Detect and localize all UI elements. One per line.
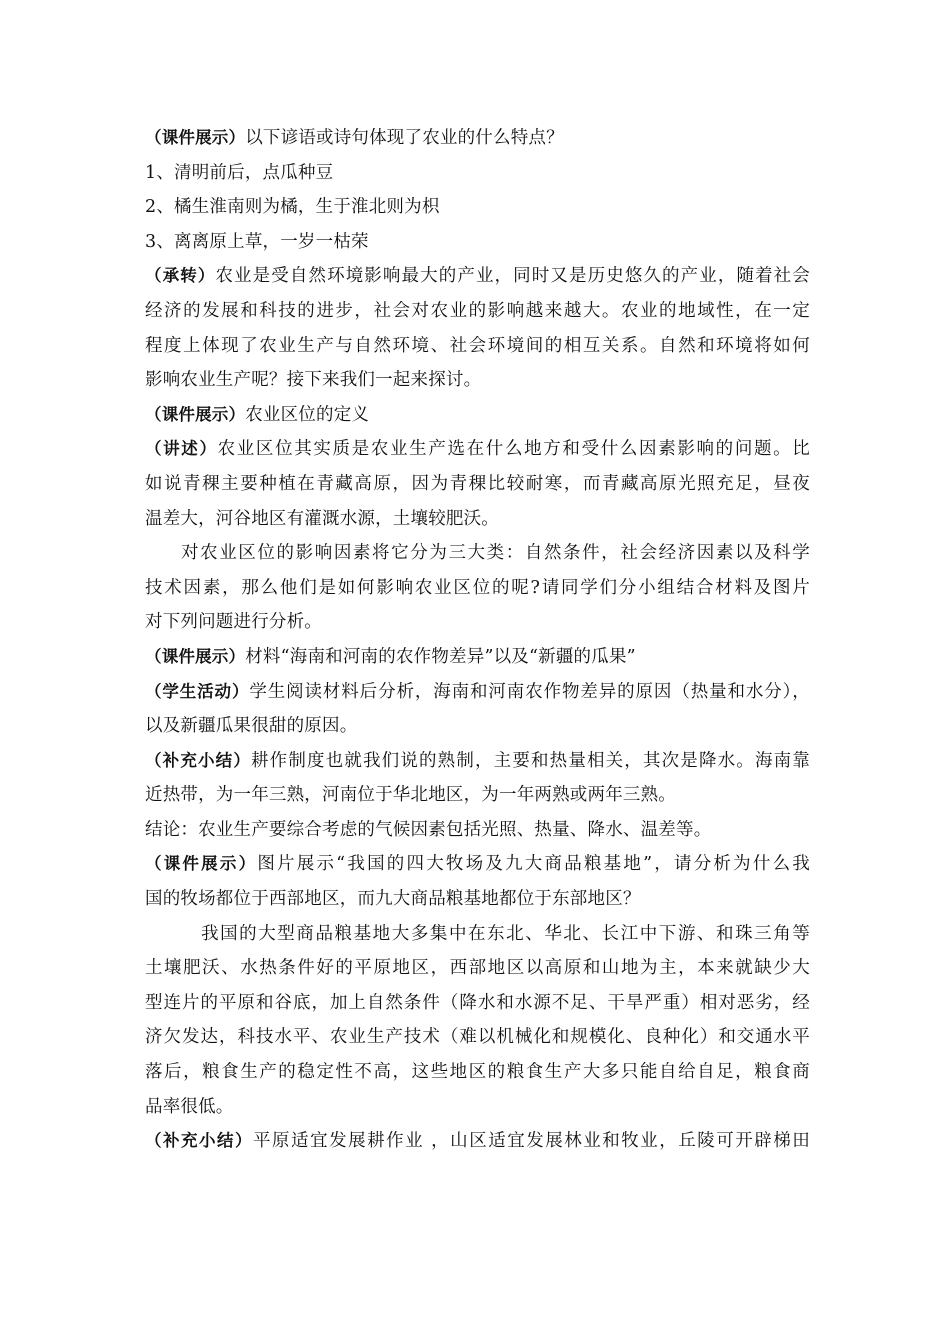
section-tag: （课件展示） (145, 646, 246, 666)
text-line: 程度上体现了农业生产与自然环境、社会环境间的相互关系。自然和环境将如何 (145, 335, 810, 356)
section-tag: （课件展示） (145, 854, 258, 874)
section-tag: （学生活动） (145, 681, 250, 701)
text-line: 2、橘生淮南则为橘，生于淮北则为枳 (145, 197, 440, 218)
paragraph-courseware-image (145, 847, 810, 882)
text-line: 土壤肥沃、水热条件好的平原地区，西部地区以高原和山地为主，本来就缺少大 (145, 958, 810, 979)
text-line: 1、清明前后，点瓜种豆 (145, 162, 334, 183)
text-line: 对下列问题进行分析。 (145, 612, 322, 633)
section-tag: （讲述） (145, 439, 218, 459)
paragraph-student-activity (145, 675, 810, 710)
paragraph-grain-bases: 我国的大型商品粮基地大多集中在东北、华北、长江中下游、和珠三角等 (201, 923, 810, 944)
list-item-2 (145, 190, 810, 225)
section-tag: （承转） (145, 266, 216, 286)
text-line: 耕作制度也就我们说的熟制，主要和热量相关，其次是降水。海南靠 (251, 750, 811, 771)
text-line: 经济的发展和科技的进步，社会对农业的影响越来越大。农业的地域性，在一定 (145, 300, 810, 321)
list-item-3 (145, 225, 810, 260)
text-line: 学生阅读材料后分析，海南和河南农作物差异的原因（热量和水分）， (249, 681, 810, 702)
text-line: 农业区位的定义 (245, 404, 370, 425)
text-line: 以下谚语或诗句体现了农业的什么特点？ (245, 128, 564, 148)
paragraph-factors: 对农业区位的影响因素将它分为三大类：自然条件，社会经济因素以及科学 (181, 543, 810, 564)
text-line: 材料“海南和河南的农作物差异”以及“新疆的瓜果” (245, 646, 636, 667)
section-tag: （课件展示） (145, 128, 246, 147)
text-line: 技术因素，那么他们是如何影响农业区位的呢?请同学们分小组结合材料及图片 (145, 577, 810, 598)
text-line: 农业是受自然环境影响最大的产业，同时又是历史悠久的产业，随着社会 (215, 266, 810, 287)
text-line: 平原适宜发展耕作业 ，山区适宜发展林业和牧业，丘陵可开辟梯田 (253, 1131, 811, 1152)
text-line: 济欠发达，科技水平、农业生产技术（难以机械化和规模化、良种化）和交通水平 (145, 1027, 810, 1048)
section-tag: （课件展示） (145, 404, 246, 424)
text-line: 品率很低。 (145, 1096, 234, 1117)
text-line: 国的牧场都位于西部地区，而九大商品粮基地都位于东部地区？ (145, 889, 641, 910)
text-line: 图片展示“我国的四大牧场及九大商品粮基地”，请分析为什么我 (257, 854, 810, 875)
paragraph-summary-2 (145, 1124, 810, 1159)
text-line: 落后，粮食生产的稳定性不高，这些地区的粮食生产大多只能自给自足，粮食商 (145, 1062, 810, 1083)
text-line: 影响农业生产呢？接下来我们一起来探讨。 (145, 370, 482, 391)
text-line: 温差大，河谷地区有灌溉水源，土壤较肥沃。 (145, 508, 499, 529)
text-line: 3、离离原上草，一岁一枯荣 (145, 231, 369, 252)
paragraph-lecture (145, 432, 810, 467)
text-line: 近热带，为一年三熟，河南位于华北地区，为一年两熟或两年三熟。 (145, 785, 676, 806)
paragraph-courseware-definition (145, 398, 810, 433)
paragraph-conclusion: 结论：农业生产要综合考虑的气候因素包括光照、热量、降水、温差等。 (145, 819, 712, 840)
text-line: 如说青稞主要种植在青藏高原，因为青稞比较耐寒，而青藏高原光照充足，昼夜 (145, 473, 810, 494)
document-page (145, 121, 810, 1159)
text-line: 农业区位其实质是农业生产选在什么地方和受什么因素影响的问题。比 (217, 439, 810, 460)
section-tag: （补充小结） (145, 1131, 254, 1151)
paragraph-transition (145, 259, 810, 294)
paragraph-courseware-question (145, 121, 810, 156)
text-line: 型连片的平原和谷底，加上自然条件（降水和水源不足、干旱严重）相对恶劣，经 (145, 992, 810, 1013)
list-item-1 (145, 156, 810, 191)
section-tag: （补充小结） (145, 750, 251, 770)
paragraph-courseware-material (145, 640, 810, 675)
paragraph-summary-1 (145, 744, 810, 779)
text-line: 以及新疆瓜果很甜的原因。 (145, 716, 358, 737)
